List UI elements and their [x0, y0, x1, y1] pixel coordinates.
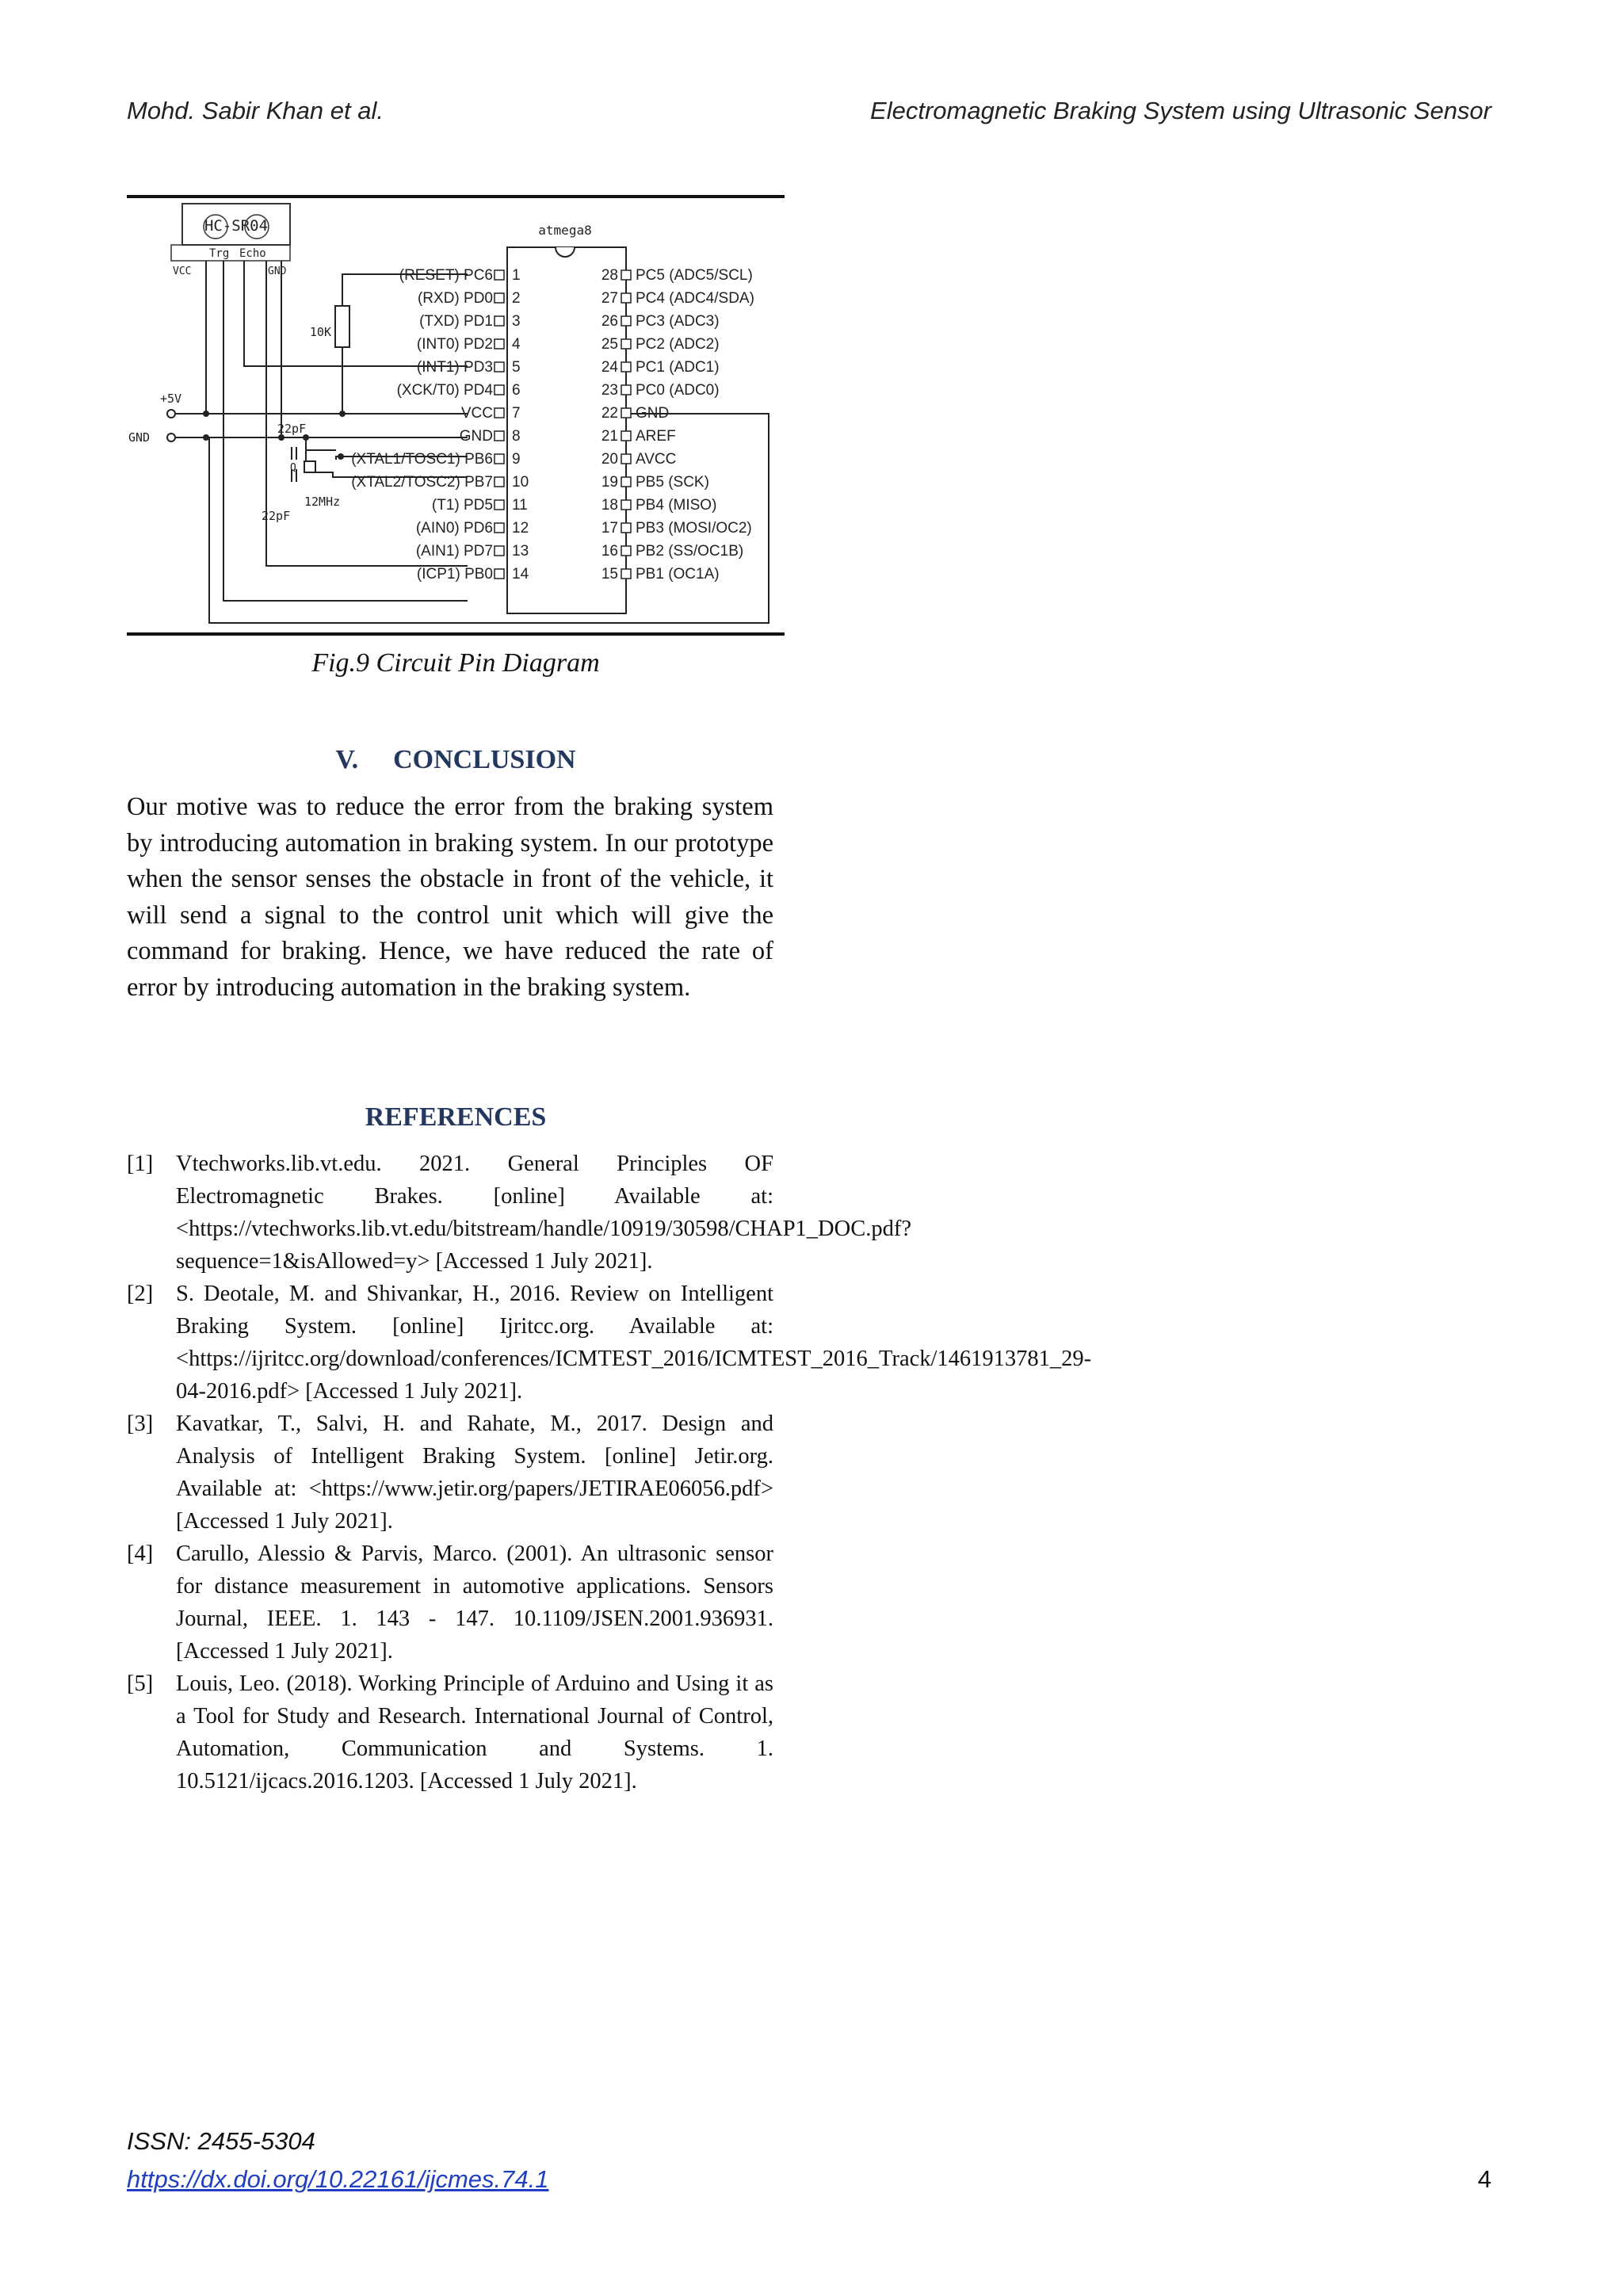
reference-number: [1] [127, 1152, 154, 1176]
reference-text: Kavatkar, T., Salvi, H. and Rahate, M., 2017. Design and Analysis of Intelligent Braking System. [online] Jetir.org. Available at: <https://www.jetir.org/papers/JETIRAE06056.pdf> [Accessed 1 July 2021]. [176, 1412, 773, 1534]
chip-pin-label-right: AVCC [636, 451, 677, 468]
chip-pin-number-right: 18 [601, 497, 618, 514]
chip-pin-box-right [621, 477, 631, 487]
chip-pin-box-left [495, 385, 504, 395]
reference-item [127, 1408, 773, 1538]
running-header-authors: Mohd. Sabir Khan et al. [127, 97, 384, 124]
chip-pin-box-left [495, 316, 504, 326]
chip-pin-label-left: (RESET) PC6 [399, 267, 493, 284]
chip-pin-label-left: (XTAL1/TOSC1) PB6 [351, 451, 493, 468]
sensor-pin-vcc: VCC [173, 266, 192, 277]
conclusion-number: V. [335, 745, 359, 774]
chip-pin-box-right [621, 454, 631, 464]
conclusion-heading [127, 745, 785, 775]
resistor-label: 10K [309, 325, 331, 339]
reference-number: [2] [127, 1282, 154, 1306]
conclusion-title: CONCLUSION [393, 745, 576, 774]
chip-pin-label-left: (XCK/T0) PD4 [396, 382, 493, 399]
chip-pin-number-left: 2 [512, 290, 521, 307]
sensor-pin-trg: Trg [209, 247, 230, 260]
chip-pin-label-left: (AIN0) PD6 [415, 520, 493, 537]
sensor-name: HC-SR04 [204, 217, 269, 235]
chip-pin-box-right [621, 316, 631, 326]
supply-label: +5V [160, 392, 182, 406]
chip-pin-box-right [621, 385, 631, 395]
chip-pin-box-left [495, 477, 504, 487]
chip-pin-box-right [621, 569, 631, 579]
chip-pin-box-left [495, 523, 504, 533]
chip-pin-number-left: 1 [512, 267, 521, 284]
chip-pin-label-left: (RXD) PD0 [417, 290, 493, 307]
chip-pin-label-left: (INT0) PD2 [416, 336, 493, 353]
reference-text: Louis, Leo. (2018). Working Principle of Arduino and Using it as a Tool for Study and Research. International Journal of Control, Automation, Communication and Systems. 1. 10.5121/ijcacs.2016.1203. [Accessed 1 July 2021]. [176, 1671, 773, 1794]
chip-pin-label-right: PC1 (ADC1) [636, 359, 720, 376]
chip-pin-box-right [621, 546, 631, 556]
chip-pin-number-left: 7 [512, 405, 521, 422]
chip-pin-number-right: 28 [601, 267, 618, 284]
chip-pin-box-left [495, 454, 504, 464]
chip-pin-box-left [495, 339, 504, 349]
reference-number: [3] [127, 1412, 154, 1436]
chip-pin-label-right: GND [636, 405, 670, 422]
chip-pin-box-right [621, 408, 631, 418]
chip-pin-number-left: 14 [512, 566, 529, 583]
chip-pin-label-right: PB2 (SS/OC1B) [636, 543, 744, 560]
capacitor-top-label: 22pF [277, 422, 307, 436]
reference-text: S. Deotale, M. and Shivankar, H., 2016. Review on Intelligent Braking System. [online] Ijritcc.org. Available at: <https://ijritcc.org/download/conferences/ICMTEST_2016/ICMTEST_2016_Track/1461913781_29-04-2016.pdf> [Accessed 1 July 2021]. [176, 1282, 1092, 1404]
reference-list [127, 1148, 1092, 1797]
chip-pin-label-left: (T1) PD5 [431, 497, 493, 514]
reference-item [127, 1668, 773, 1797]
chip-pin-label-right: PC0 (ADC0) [636, 382, 720, 399]
chip-pin-number-left: 13 [512, 543, 529, 560]
doi-link[interactable]: https://dx.doi.org/10.22161/ijcmes.74.1 [127, 2165, 549, 2193]
chip-pin-box-right [621, 362, 631, 372]
chip-pin-label-right: PC2 (ADC2) [636, 336, 720, 353]
chip-pin-box-left [495, 408, 504, 418]
chip-pin-label-left: (ICP1) PB0 [416, 566, 493, 583]
chip-pin-number-right: 21 [601, 428, 618, 445]
chip-pin-number-right: 24 [601, 359, 618, 376]
chip-pin-box-right [621, 339, 631, 349]
figure-caption: Fig.9 Circuit Pin Diagram [311, 648, 600, 678]
chip-pin-number-left: 8 [512, 428, 521, 445]
crystal-letter: Q [290, 462, 296, 474]
chip-pin-box-right [621, 431, 631, 441]
reference-item [127, 1278, 1092, 1408]
issn: ISSN: 2455-5304 [127, 2127, 315, 2155]
ground-label: GND [128, 430, 151, 445]
reference-text: Carullo, Alessio & Parvis, Marco. (2001). An ultrasonic sensor for distance measurement in automotive applications. Sensors Journal, IEEE. 1. 143 - 147. 10.1109/JSEN.2001.936931. [Accessed 1 July 2021]. [176, 1541, 773, 1664]
pin-rows [351, 267, 754, 583]
chip-pin-number-right: 26 [601, 313, 618, 330]
chip-pin-box-right [621, 523, 631, 533]
chip-pin-box-left [495, 500, 504, 510]
capacitor-bottom-label: 22pF [262, 509, 291, 523]
chip-notch [556, 247, 575, 257]
chip-pin-number-left: 4 [512, 336, 521, 353]
circuit-pin-diagram [127, 195, 785, 636]
chip-pin-number-right: 27 [601, 290, 618, 307]
chip-pin-label-right: PC5 (ADC5/SCL) [636, 267, 753, 284]
chip-pin-number-right: 15 [601, 566, 618, 583]
sensor-pin-echo: Echo [239, 247, 266, 260]
chip-pin-number-right: 25 [601, 336, 618, 353]
chip-pin-label-left: (AIN1) PD7 [415, 543, 493, 560]
chip-pin-box-left [495, 569, 504, 579]
chip-pin-label-right: PB5 (SCK) [636, 474, 709, 491]
chip-pin-number-right: 19 [601, 474, 618, 491]
chip-pin-label-left: (INT1) PD3 [416, 359, 493, 376]
chip-pin-box-right [621, 270, 631, 280]
chip-pin-number-left: 6 [512, 382, 521, 399]
reference-item [127, 1538, 773, 1668]
chip-pin-label-left: (TXD) PD1 [419, 313, 493, 330]
references-heading: REFERENCES [365, 1102, 547, 1132]
circuit-svg [127, 195, 785, 636]
chip-pin-label-left: (XTAL2/TOSC2) PB7 [351, 474, 493, 491]
chip-pin-label-left: GND [459, 428, 493, 445]
page-number: 4 [1477, 2165, 1491, 2193]
chip-pin-number-right: 17 [601, 520, 618, 537]
sensor-pin-gnd: GND [268, 266, 287, 277]
chip-pin-label-right: PC4 (ADC4/SDA) [636, 290, 754, 307]
chip-pin-number-right: 23 [601, 382, 618, 399]
chip-pin-number-left: 9 [512, 451, 521, 468]
running-header-title: Electromagnetic Braking System using Ultrasonic Sensor [870, 97, 1491, 124]
chip-pin-label-right: PC3 (ADC3) [636, 313, 720, 330]
reference-text: Vtechworks.lib.vt.edu. 2021. General Principles OF Electromagnetic Brakes. [online] Available at: <https://vtechworks.lib.vt.edu/bitstream/handle/10919/30598/CHAP1_DOC.pdf?sequence=1&isAllowed=y> [Accessed 1 July 2021]. [176, 1152, 911, 1274]
chip-pin-box-left [495, 270, 504, 280]
chip-pin-box-right [621, 293, 631, 303]
chip-pin-label-right: PB4 (MISO) [636, 497, 717, 514]
conclusion-paragraph: Our motive was to reduce the error from the braking system by introducing automation in braking system. In our prototype when the sensor senses the obstacle in front of the vehicle, it will send a signal to the control unit which will give the command for braking. Hence, we have reduced the rate of error by introducing automation in the braking system. [127, 793, 773, 1002]
chip-pin-label-right: AREF [636, 428, 676, 445]
reference-item [127, 1148, 911, 1278]
chip-name: atmega8 [538, 223, 592, 238]
chip-pin-box-right [621, 500, 631, 510]
chip-pin-number-left: 3 [512, 313, 521, 330]
chip-pin-box-left [495, 293, 504, 303]
chip-pin-number-left: 10 [512, 474, 529, 491]
reference-number: [4] [127, 1541, 154, 1566]
chip-pin-label-right: PB3 (MOSI/OC2) [636, 520, 752, 537]
chip-pin-number-right: 22 [601, 405, 618, 422]
chip-pin-label-left: VCC [460, 405, 493, 422]
chip-pin-box-left [495, 546, 504, 556]
sensor-pin-header [171, 245, 290, 261]
chip-pin-number-left: 5 [512, 359, 521, 376]
chip-pin-number-right: 20 [601, 451, 618, 468]
chip-pin-box-left [495, 362, 504, 372]
chip-pin-number-left: 12 [512, 520, 529, 537]
chip-pin-number-left: 11 [512, 497, 528, 514]
crystal-label: 12MHz [304, 495, 341, 509]
chip-pin-number-right: 16 [601, 543, 618, 560]
reference-number: [5] [127, 1671, 154, 1696]
chip-pin-label-right: PB1 (OC1A) [636, 566, 720, 583]
chip-pin-box-left [495, 431, 504, 441]
